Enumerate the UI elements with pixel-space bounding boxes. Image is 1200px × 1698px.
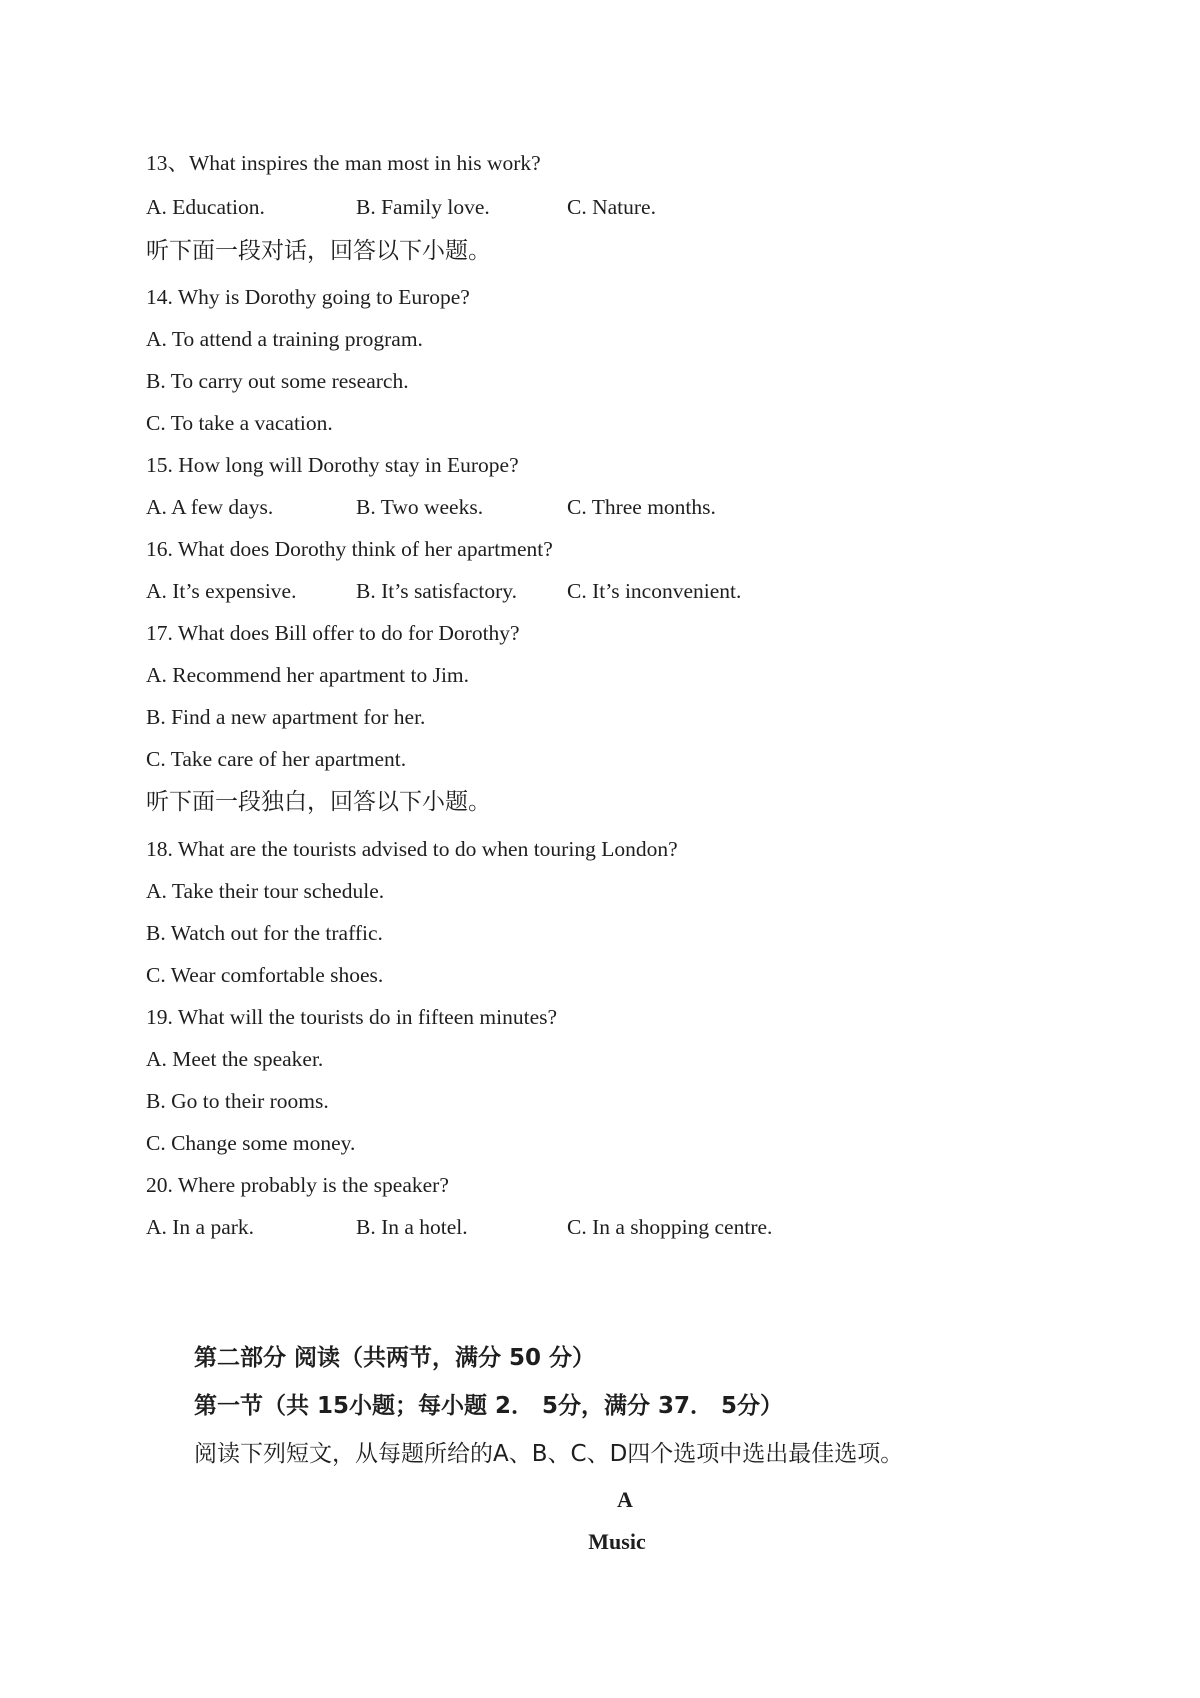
passage-title: Music <box>588 1529 646 1554</box>
question-20: 20. Where probably is the speaker? <box>146 1173 449 1197</box>
reading-instruction: 阅读下列短文，从每题所给的A、B、C、D四个选项中选出最佳选项。 <box>194 1441 904 1467</box>
option-c: C. Take care of her apartment. <box>146 747 407 771</box>
option-c: C. Nature. <box>567 195 656 219</box>
option-c: C. Wear comfortable shoes. <box>146 963 384 987</box>
options-20 <box>146 1209 1146 1245</box>
option-a: A. In a park. <box>146 1215 255 1239</box>
question-17: 17. What does Bill offer to do for Dorothy? <box>146 621 520 645</box>
option-b: B. Watch out for the traffic. <box>146 921 383 945</box>
option-b: B. To carry out some research. <box>146 369 409 393</box>
option-a: A. Recommend her apartment to Jim. <box>146 663 470 687</box>
options-15 <box>146 489 1146 525</box>
option-b: B. Go to their rooms. <box>146 1089 329 1113</box>
question-14: 14. Why is Dorothy going to Europe? <box>146 285 470 309</box>
option-b: B. Find a new apartment for her. <box>146 705 426 729</box>
option-c: C. Change some money. <box>146 1131 356 1155</box>
option-a: A. Education. <box>146 195 265 219</box>
section-one-heading: 第一节（共 15小题；每小题 2． 5分，满分 37． 5分） <box>194 1393 784 1419</box>
option-c: C. Three months. <box>567 495 716 519</box>
option-b: B. Family love. <box>356 195 490 219</box>
question-15: 15. How long will Dorothy stay in Europe? <box>146 453 519 477</box>
question-18: 18. What are the tourists advised to do when touring London? <box>146 837 678 861</box>
options-13 <box>146 189 1146 225</box>
option-a: A. To attend a training program. <box>146 327 423 351</box>
option-c: C. To take a vacation. <box>146 411 333 435</box>
options-16 <box>146 573 1146 609</box>
part-two-heading: 第二部分 阅读（共两节，满分 50 分） <box>194 1345 596 1371</box>
listening-instruction-dialogue: 听下面一段对话，回答以下小题。 <box>146 238 491 264</box>
option-a: A. Take their tour schedule. <box>146 879 385 903</box>
option-b: B. Two weeks. <box>356 495 484 519</box>
option-c: C. It’s inconvenient. <box>567 579 742 603</box>
listening-instruction-monologue: 听下面一段独白，回答以下小题。 <box>146 789 491 815</box>
option-c: C. In a shopping centre. <box>567 1215 773 1239</box>
question-13: 13、What inspires the man most in his work? <box>146 151 541 175</box>
option-a: A. A few days. <box>146 495 274 519</box>
passage-letter: A <box>617 1487 633 1512</box>
option-b: B. It’s satisfactory. <box>356 579 518 603</box>
question-19: 19. What will the tourists do in fifteen minutes? <box>146 1005 558 1029</box>
question-16: 16. What does Dorothy think of her apartment? <box>146 537 553 561</box>
option-a: A. Meet the speaker. <box>146 1047 324 1071</box>
option-a: A. It’s expensive. <box>146 579 297 603</box>
option-b: B. In a hotel. <box>356 1215 468 1239</box>
